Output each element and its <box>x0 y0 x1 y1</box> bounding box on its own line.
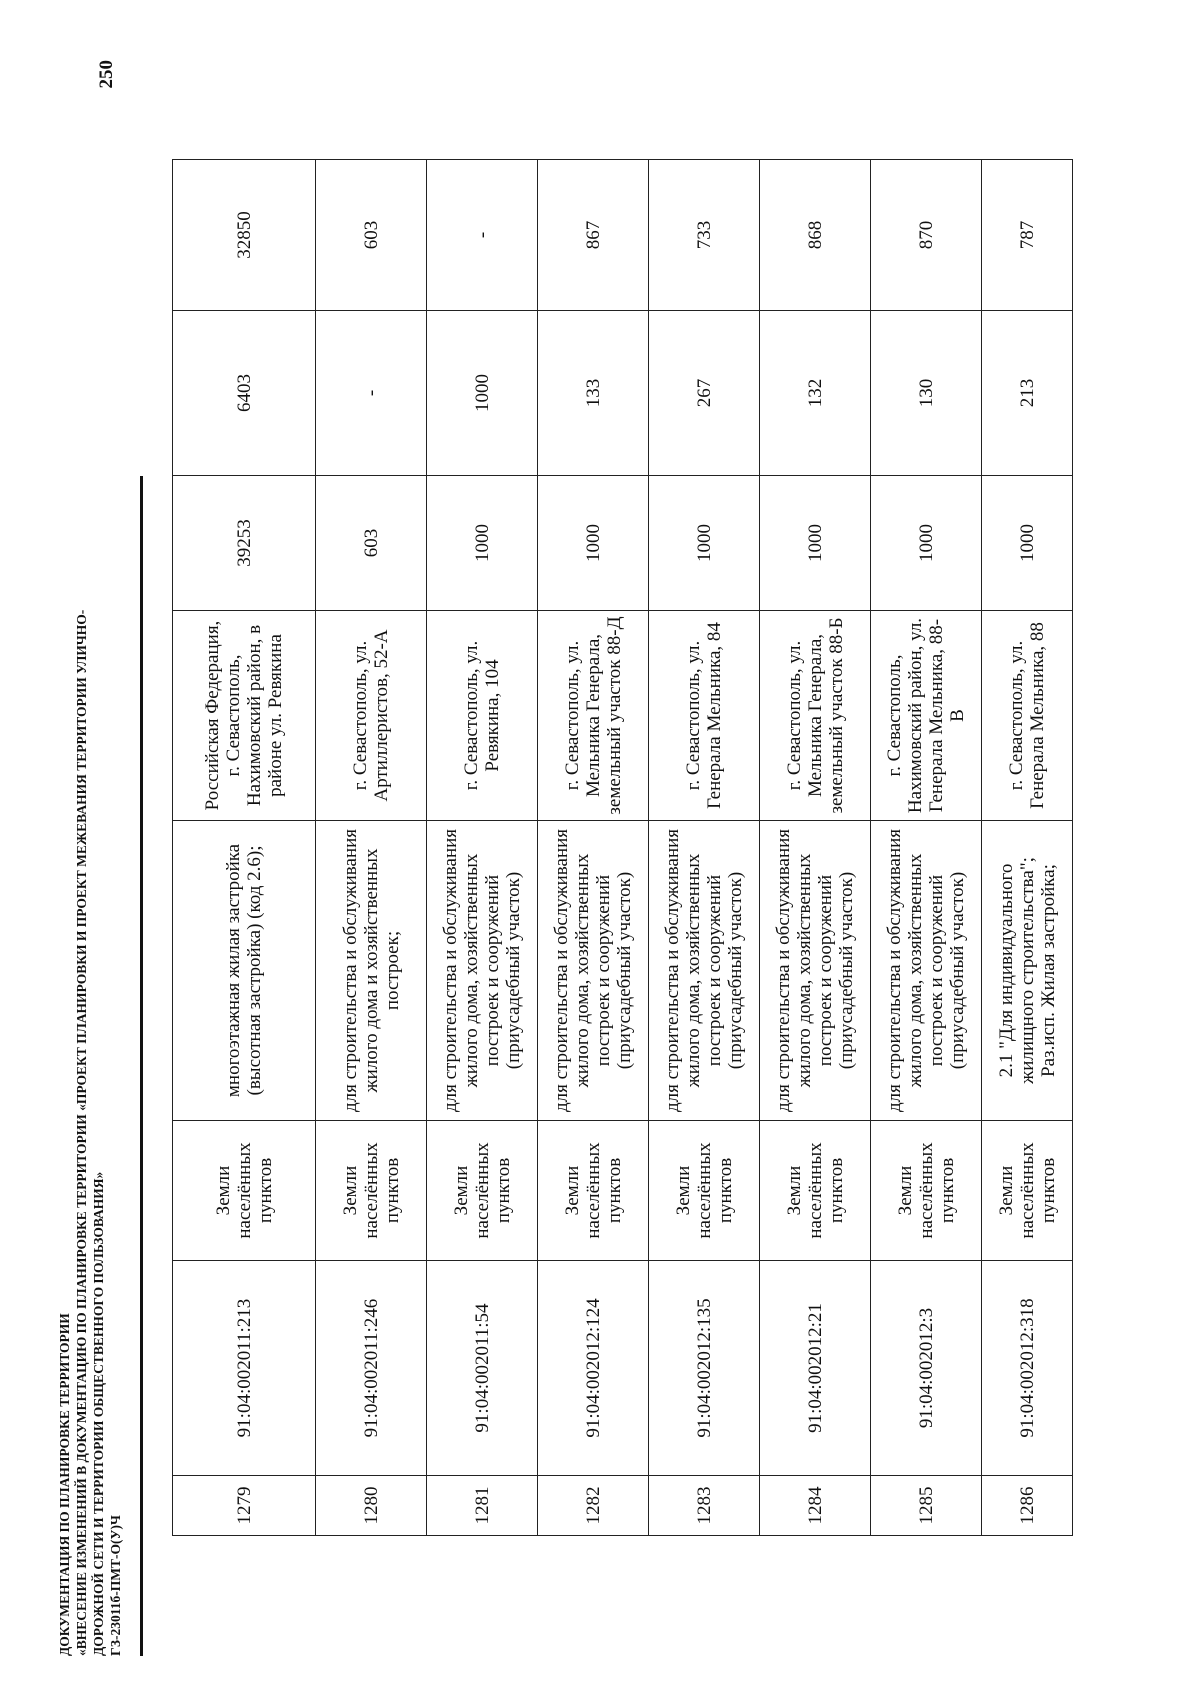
address-cell: г. Севастополь, Нахимовский район, ул. Генерала Мельника, 88-В <box>871 611 982 821</box>
area-total-cell: 1000 <box>760 476 871 611</box>
land-category-cell: Земли населённых пунктов <box>982 1121 1073 1261</box>
table-row <box>538 160 649 1536</box>
cadastral-number-cell: 91:04:002012:318 <box>982 1261 1073 1476</box>
document-header <box>56 256 124 1656</box>
cadastral-number-cell: 91:04:002012:3 <box>871 1261 982 1476</box>
permitted-use-cell: для строительства и обслуживания жилого дома, хозяйственных построек и сооружений (приусадебный участок) <box>427 821 538 1121</box>
area-total-cell: 39253 <box>173 476 316 611</box>
table-row <box>871 160 982 1536</box>
area-remaining-cell: 733 <box>649 160 760 311</box>
header-divider <box>140 476 143 1656</box>
row-number-cell: 1279 <box>173 1476 316 1536</box>
area-remaining-cell: 787 <box>982 160 1073 311</box>
area-part-cell: 130 <box>871 311 982 476</box>
area-part-cell: 132 <box>760 311 871 476</box>
address-cell: г. Севастополь, ул. Ревякина, 104 <box>427 611 538 821</box>
area-total-cell: 1000 <box>982 476 1073 611</box>
permitted-use-cell: для строительства и обслуживания жилого дома и хозяйственных построек; <box>316 821 427 1121</box>
row-number-cell: 1280 <box>316 1476 427 1536</box>
row-number-cell: 1285 <box>871 1476 982 1536</box>
table-row <box>649 160 760 1536</box>
table-row <box>316 160 427 1536</box>
land-parcel-table <box>172 159 1073 1536</box>
permitted-use-cell: для строительства и обслуживания жилого дома, хозяйственных построек и сооружений (приусадебный участок) <box>649 821 760 1121</box>
row-number-cell: 1286 <box>982 1476 1073 1536</box>
address-cell: г. Севастополь, ул. Генерала Мельника, 84 <box>649 611 760 821</box>
address-cell: Российская Федерация, г. Севастополь, Нахимовский район, в районе ул. Ревякина <box>173 611 316 821</box>
area-part-cell: 133 <box>538 311 649 476</box>
address-cell: г. Севастополь, ул. Мельника Генерала, земельный участок 88-Д <box>538 611 649 821</box>
table-row <box>760 160 871 1536</box>
permitted-use-cell: многоэтажная жилая застройка (высотная застройка) (код 2.6); <box>173 821 316 1121</box>
header-line: «ВНЕСЕНИЕ ИЗМЕНЕНИЙ В ДОКУМЕНТАЦИЮ ПО ПЛАНИРОВКЕ ТЕРРИТОРИИ «ПРОЕКТ ПЛАНИРОВКИ И ПРОЕКТ МЕЖЕВАНИЯ ТЕРРИТОРИИ УЛИЧНО- <box>74 609 89 1656</box>
area-remaining-cell: 868 <box>760 160 871 311</box>
permitted-use-cell: для строительства и обслуживания жилого дома, хозяйственных построек и сооружений (приусадебный участок) <box>538 821 649 1121</box>
area-remaining-cell: 867 <box>538 160 649 311</box>
header-line: ДОРОЖНОЙ СЕТИ И ТЕРРИТОРИИ ОБЩЕСТВЕННОГО ПОЛЬЗОВАНИЯ» <box>91 1171 106 1656</box>
cadastral-number-cell: 91:04:002012:124 <box>538 1261 649 1476</box>
area-total-cell: 1000 <box>427 476 538 611</box>
permitted-use-cell: 2.1 "Для индивидуального жилищного строительства"; Раз.исп. Жилая застройка; <box>982 821 1073 1121</box>
area-part-cell: 6403 <box>173 311 316 476</box>
cadastral-number-cell: 91:04:002011:246 <box>316 1261 427 1476</box>
land-category-cell: Земли населённых пунктов <box>760 1121 871 1261</box>
area-remaining-cell: 32850 <box>173 160 316 311</box>
address-cell: г. Севастополь, ул. Мельника Генерала, земельный участок 88-Б <box>760 611 871 821</box>
area-remaining-cell: 870 <box>871 160 982 311</box>
area-part-cell: 213 <box>982 311 1073 476</box>
area-part-cell: 267 <box>649 311 760 476</box>
row-number-cell: 1281 <box>427 1476 538 1536</box>
area-total-cell: 1000 <box>649 476 760 611</box>
land-category-cell: Земли населённых пунктов <box>649 1121 760 1261</box>
table-body <box>173 160 1073 1536</box>
cadastral-number-cell: 91:04:002012:21 <box>760 1261 871 1476</box>
address-cell: г. Севастополь, ул. Артиллеристов, 52-А <box>316 611 427 821</box>
area-total-cell: 1000 <box>538 476 649 611</box>
land-category-cell: Земли населённых пунктов <box>427 1121 538 1261</box>
area-part-cell: 1000 <box>427 311 538 476</box>
land-category-cell: Земли населённых пунктов <box>871 1121 982 1261</box>
permitted-use-cell: для строительства и обслуживания жилого дома, хозяйственных построек и сооружений (приусадебный участок) <box>871 821 982 1121</box>
area-total-cell: 603 <box>316 476 427 611</box>
area-total-cell: 1000 <box>871 476 982 611</box>
address-cell: г. Севастополь, ул. Генерала Мельника, 88 <box>982 611 1073 821</box>
header-line: ГЗ-23011б-ПМТ-О(У)Ч <box>108 1515 123 1656</box>
row-number-cell: 1284 <box>760 1476 871 1536</box>
row-number-cell: 1283 <box>649 1476 760 1536</box>
land-category-cell: Земли населённых пунктов <box>316 1121 427 1261</box>
land-category-cell: Земли населённых пунктов <box>173 1121 316 1261</box>
area-remaining-cell: 603 <box>316 160 427 311</box>
table-row <box>427 160 538 1536</box>
cadastral-number-cell: 91:04:002012:135 <box>649 1261 760 1476</box>
row-number-cell: 1282 <box>538 1476 649 1536</box>
table-row <box>982 160 1073 1536</box>
cadastral-number-cell: 91:04:002011:213 <box>173 1261 316 1476</box>
cadastral-number-cell: 91:04:002011:54 <box>427 1261 538 1476</box>
land-category-cell: Земли населённых пунктов <box>538 1121 649 1261</box>
page-number: 250 <box>96 60 117 89</box>
area-part-cell: - <box>316 311 427 476</box>
area-remaining-cell: - <box>427 160 538 311</box>
table-row <box>173 160 316 1536</box>
header-line: ДОКУМЕНТАЦИЯ ПО ПЛАНИРОВКЕ ТЕРРИТОРИИ <box>57 1313 72 1656</box>
permitted-use-cell: для строительства и обслуживания жилого дома, хозяйственных построек и сооружений (приусадебный участок) <box>760 821 871 1121</box>
